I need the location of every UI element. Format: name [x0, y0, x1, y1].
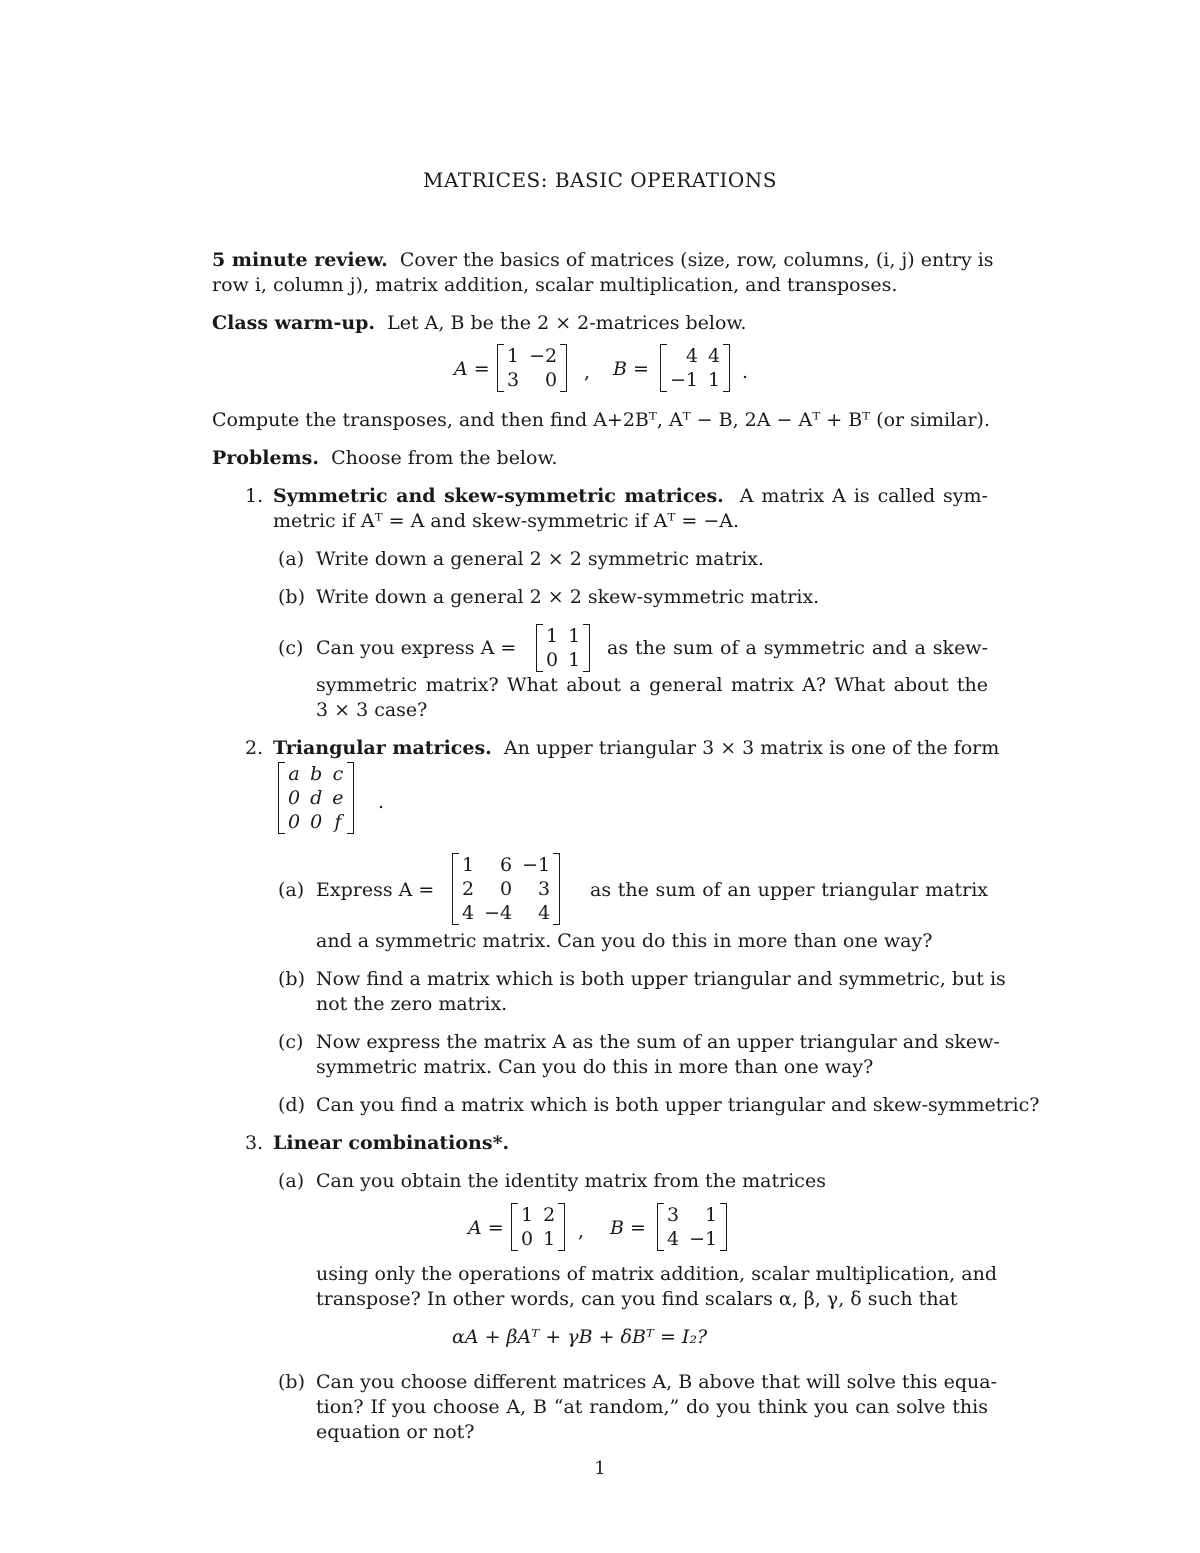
- p2b-label: (b): [278, 968, 305, 990]
- matrix-cell: 0: [545, 369, 558, 391]
- review-text-1: Cover the basics of matrices (size, row, columns, (i, j) entry is: [399, 249, 994, 271]
- review-line-1: [212, 248, 994, 273]
- p3-heading: Linear combinations*.: [273, 1132, 510, 1154]
- matrix-cell: 4: [667, 1228, 680, 1250]
- p3-matrix-B: [657, 1203, 727, 1251]
- warmup-B-label: B =: [613, 358, 649, 380]
- p1-heading: Symmetric and skew-symmetric matrices.: [273, 485, 724, 507]
- p2a-post: as the sum of an upper triangular matrix: [590, 879, 988, 901]
- p2d-label: (d): [278, 1094, 305, 1116]
- p2-form-end: .: [378, 791, 385, 813]
- review-line-2: row i, column j), matrix addition, scalar multiplication, and transposes.: [212, 274, 898, 296]
- p2b-line-2: not the zero matrix.: [316, 993, 508, 1015]
- matrix-cell: 4: [708, 345, 721, 367]
- matrix-cell: d: [310, 787, 323, 809]
- p3b-line-2: tion? If you choose A, B “at random,” do you think you can solve this: [316, 1396, 988, 1418]
- review-heading: 5 minute review.: [212, 249, 388, 271]
- p3b-label: (b): [278, 1371, 305, 1393]
- matrix-cell: 3: [667, 1204, 680, 1226]
- p3-number: 3.: [245, 1132, 264, 1154]
- p1-line-2: metric if Aᵀ = A and skew-symmetric if Aᵀ = −A.: [273, 510, 740, 532]
- warmup-separator: ,: [584, 361, 591, 383]
- problems-heading: Problems.: [212, 447, 319, 469]
- page-number: 1: [594, 1458, 606, 1479]
- warmup-line: [212, 311, 746, 336]
- matrix-cell: 0: [288, 811, 301, 833]
- p2c-line-2: symmetric matrix. Can you do this in more than one way?: [316, 1056, 874, 1078]
- matrix-cell: −1: [670, 369, 699, 391]
- matrix-cell: b: [310, 763, 323, 785]
- p3-equation: αA + βAᵀ + γB + δBᵀ = I₂?: [452, 1326, 708, 1348]
- p1c-line-2: symmetric matrix? What about a general matrix A? What about the: [316, 674, 988, 696]
- p1a-label: (a): [278, 548, 305, 570]
- p1a-text: Write down a general 2 × 2 symmetric matrix.: [316, 548, 765, 570]
- p2d-text: Can you find a matrix which is both upper triangular and skew-symmetric?: [316, 1094, 1040, 1116]
- p2-line-1: [273, 736, 1000, 761]
- p3a-label: (a): [278, 1170, 305, 1192]
- p2a-pre: Express A =: [316, 879, 435, 901]
- matrix-cell: −1: [522, 854, 551, 876]
- p3a-line-1: Can you obtain the identity matrix from the matrices: [316, 1170, 826, 1192]
- p1c-pre: Can you express A =: [316, 637, 517, 659]
- p2c-line-1: Now express the matrix A as the sum of an upper triangular and skew-: [316, 1031, 1000, 1053]
- matrix-cell: 0: [500, 878, 513, 900]
- p2-number: 2.: [245, 737, 264, 759]
- matrix-cell: 1: [462, 854, 475, 876]
- p1-line-1: [273, 484, 988, 509]
- matrix-cell: a: [288, 763, 300, 785]
- p1c-matrix: [536, 624, 590, 672]
- warmup-matrix-B: [660, 344, 730, 392]
- page-title: MATRICES: BASIC OPERATIONS: [423, 168, 777, 192]
- warmup-A-label: A =: [454, 358, 490, 380]
- p3-matrix-A: [511, 1203, 565, 1251]
- matrix-cell: 1: [568, 649, 581, 671]
- p1b-text: Write down a general 2 × 2 skew-symmetric matrix.: [316, 586, 820, 608]
- matrix-cell: 1: [705, 1204, 718, 1226]
- matrix-cell: 0: [546, 649, 559, 671]
- warmup-end: .: [742, 361, 749, 383]
- p3-B-label: B =: [610, 1217, 646, 1239]
- p3b-line-1: Can you choose different matrices A, B above that will solve this equa-: [316, 1371, 997, 1393]
- matrix-cell: −1: [689, 1228, 718, 1250]
- p3a-line-3: transpose? In other words, can you find scalars α, β, γ, δ such that: [316, 1288, 958, 1310]
- matrix-cell: 1: [507, 345, 520, 367]
- matrix-cell: 3: [538, 878, 551, 900]
- p2-form-matrix: [278, 762, 354, 834]
- p1-line-1-rest: A matrix A is called sym-: [739, 485, 988, 507]
- matrix-cell: 1: [546, 625, 559, 647]
- p1c-post: as the sum of a symmetric and a skew-: [607, 637, 988, 659]
- p2a-line-2: and a symmetric matrix. Can you do this in more than one way?: [316, 930, 933, 952]
- p1c-label: (c): [278, 637, 304, 659]
- matrix-cell: 4: [685, 345, 699, 367]
- p2-heading: Triangular matrices.: [273, 737, 492, 759]
- warmup-text: Let A, B be the 2 × 2-matrices below.: [387, 312, 747, 334]
- matrix-cell: f: [334, 811, 342, 833]
- matrix-cell: −2: [529, 345, 558, 367]
- matrix-cell: 1: [568, 625, 581, 647]
- p1c-line-3: 3 × 3 case?: [316, 699, 428, 721]
- p3-A-label: A =: [468, 1217, 504, 1239]
- matrix-cell: 2: [462, 878, 475, 900]
- problems-line: [212, 446, 558, 471]
- matrix-cell: 0: [288, 787, 301, 809]
- matrix-cell: 6: [500, 854, 513, 876]
- p2-line-1-rest: An upper triangular 3 × 3 matrix is one of the form: [503, 737, 1000, 759]
- p1b-label: (b): [278, 586, 305, 608]
- p1-number: 1.: [245, 485, 264, 507]
- matrix-cell: 1: [708, 369, 721, 391]
- matrix-cell: 4: [538, 902, 551, 924]
- p2b-line-1: Now find a matrix which is both upper triangular and symmetric, but is: [316, 968, 1006, 990]
- p3b-line-3: equation or not?: [316, 1421, 475, 1443]
- p3a-line-2: using only the operations of matrix addition, scalar multiplication, and: [316, 1263, 997, 1285]
- problems-text: Choose from the below.: [331, 447, 558, 469]
- warmup-heading: Class warm-up.: [212, 312, 376, 334]
- p2a-matrix: [452, 853, 560, 925]
- matrix-cell: 3: [507, 369, 520, 391]
- p2c-label: (c): [278, 1031, 304, 1053]
- warmup-compute: Compute the transposes, and then find A+2Bᵀ, Aᵀ − B, 2A − Aᵀ + Bᵀ (or similar).: [212, 409, 991, 431]
- matrix-cell: 1: [543, 1228, 556, 1250]
- warmup-matrix-A: [497, 344, 567, 392]
- p3-separator: ,: [578, 1220, 585, 1242]
- matrix-cell: c: [332, 763, 344, 785]
- matrix-cell: e: [332, 787, 344, 809]
- p2a-label: (a): [278, 879, 305, 901]
- matrix-cell: 0: [521, 1228, 534, 1250]
- matrix-cell: 1: [521, 1204, 534, 1226]
- matrix-cell: −4: [484, 902, 513, 924]
- matrix-cell: 2: [543, 1204, 556, 1226]
- matrix-cell: 4: [462, 902, 475, 924]
- matrix-cell: 0: [310, 811, 323, 833]
